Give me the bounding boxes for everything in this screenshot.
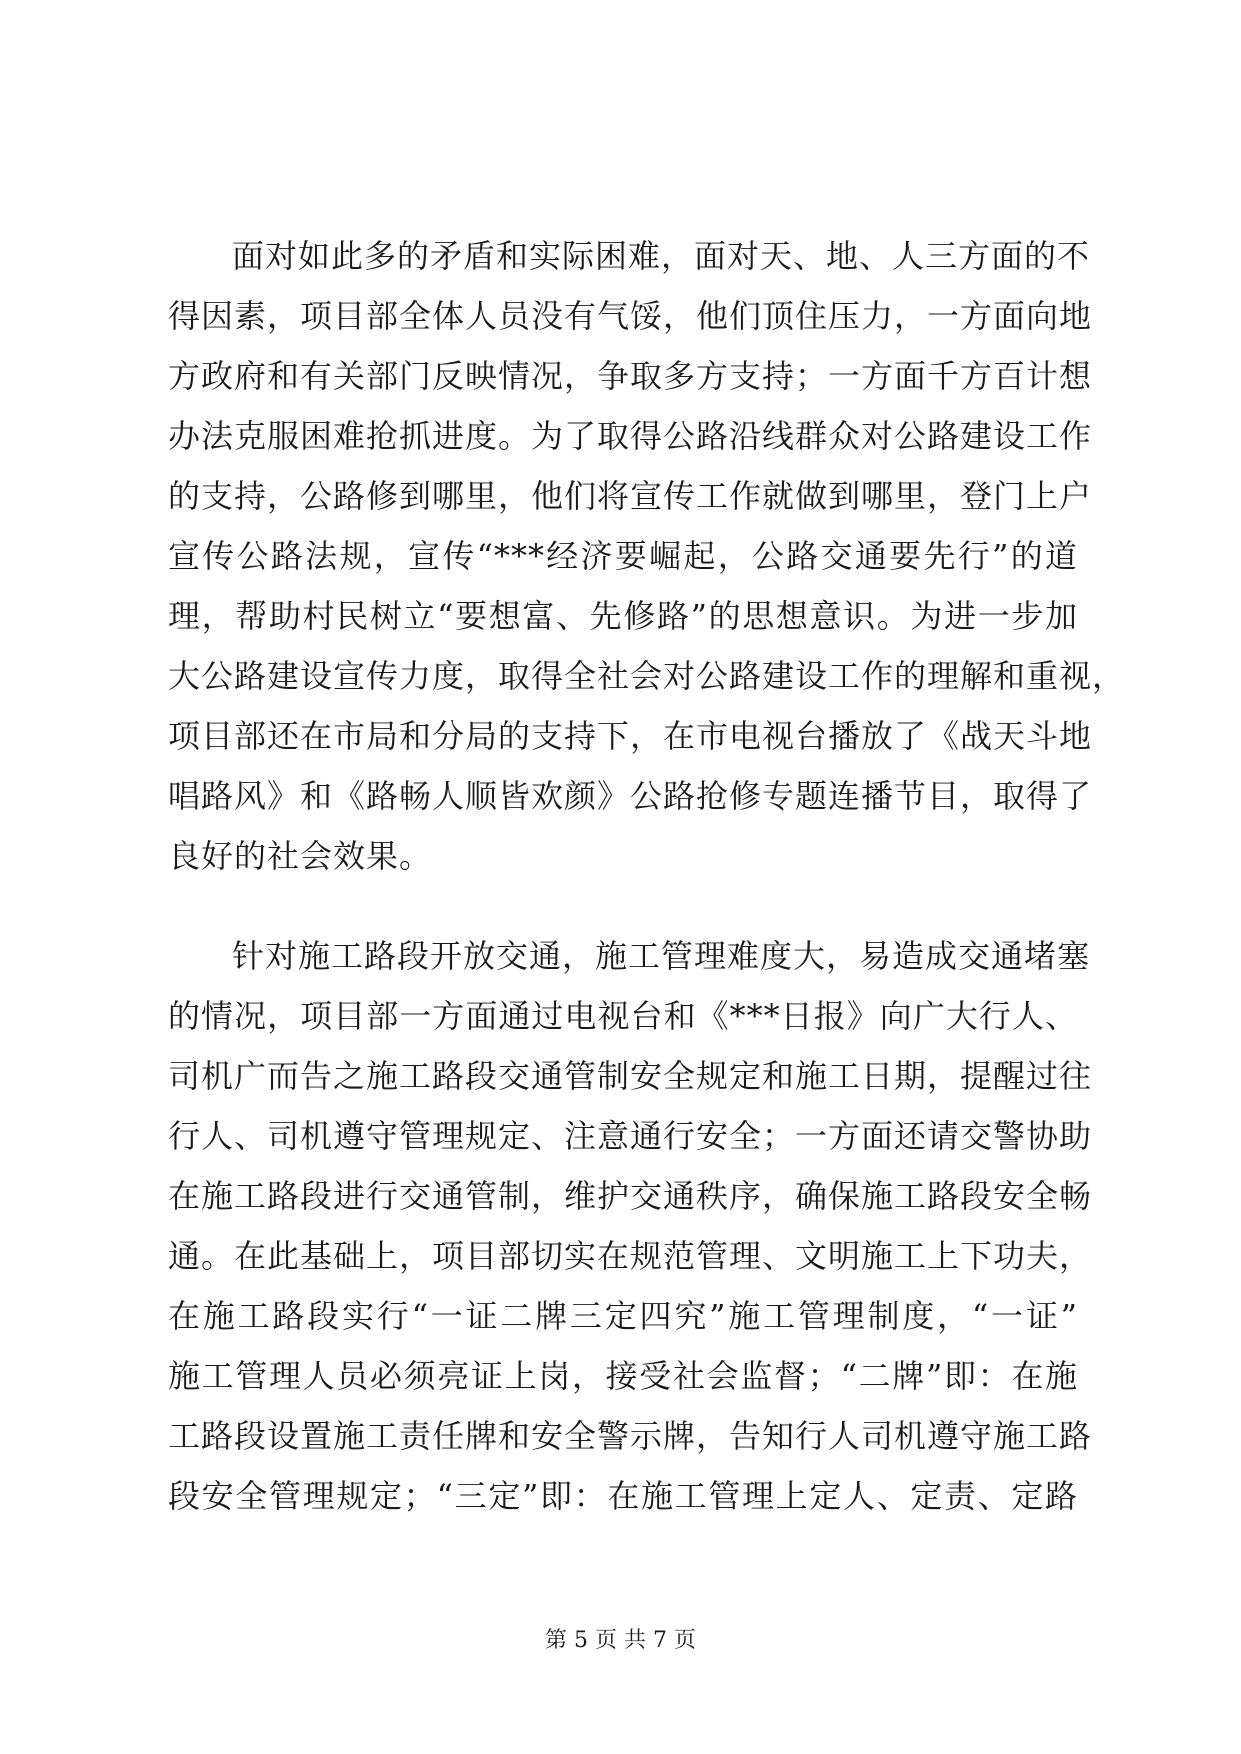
paragraph-line: 在施工路段实行“一证二牌三定四究”施工管理制度，“一证” — [168, 1297, 1078, 1335]
paragraph-line: 办法克服困难抢抓进度。为了取得公路沿线群众对公路建设工作 — [168, 417, 1093, 455]
paragraph-line: 唱路风》和《路畅人顺皆欢颜》公路抢修专题连播节目，取得了 — [168, 777, 1093, 815]
paragraph-line: 段安全管理规定；“三定”即：在施工管理上定人、定责、定路 — [168, 1477, 1078, 1515]
paragraph-2 — [168, 926, 1093, 1526]
paragraph-line: 工路段设置施工责任牌和安全警示牌，告知行人司机遵守施工路 — [168, 1417, 1093, 1455]
paragraph-line: 良好的社会效果。 — [168, 837, 433, 875]
paragraph-line: 针对施工路段开放交通，施工管理难度大，易造成交通堵塞 — [232, 937, 1091, 975]
paragraph-line: 行人、司机遵守管理规定、注意通行安全；一方面还请交警协助 — [168, 1117, 1093, 1155]
paragraph-1 — [168, 226, 1126, 886]
paragraph-line: 宣传公路法规，宣传“***经济要崛起，公路交通要先行”的道 — [168, 537, 1078, 575]
paragraph-line: 方政府和有关部门反映情况，争取多方支持；一方面千方百计想 — [168, 357, 1093, 395]
paragraph-line: 面对如此多的矛盾和实际困难，面对天、地、人三方面的不 — [232, 237, 1091, 275]
paragraph-line: 得因素，项目部全体人员没有气馁，他们顶住压力，一方面向地 — [168, 297, 1093, 335]
paragraph-line: 大公路建设宣传力度，取得全社会对公路建设工作的理解和重视， — [168, 657, 1126, 695]
paragraph-line: 的情况，项目部一方面通过电视台和《***日报》向广大行人、 — [168, 997, 1078, 1035]
paragraph-line: 的支持，公路修到哪里，他们将宣传工作就做到哪里，登门上户 — [168, 477, 1093, 515]
paragraph-line: 在施工路段进行交通管制，维护交通秩序，确保施工路段安全畅 — [168, 1177, 1093, 1215]
paragraph-line: 施工管理人员必须亮证上岗，接受社会监督；“二牌”即：在施 — [168, 1357, 1078, 1395]
paragraph-line: 通。在此基础上，项目部切实在规范管理、文明施工上下功夫， — [168, 1237, 1093, 1275]
paragraph-line: 理，帮助村民树立“要想富、先修路”的思想意识。为进一步加 — [168, 597, 1078, 635]
page-number-footer: 第 5 页 共 7 页 — [545, 1628, 696, 1653]
paragraph-line: 司机广而告之施工路段交通管制安全规定和施工日期，提醒过往 — [168, 1057, 1093, 1095]
paragraph-line: 项目部还在市局和分局的支持下，在市电视台播放了《战天斗地 — [168, 717, 1093, 755]
